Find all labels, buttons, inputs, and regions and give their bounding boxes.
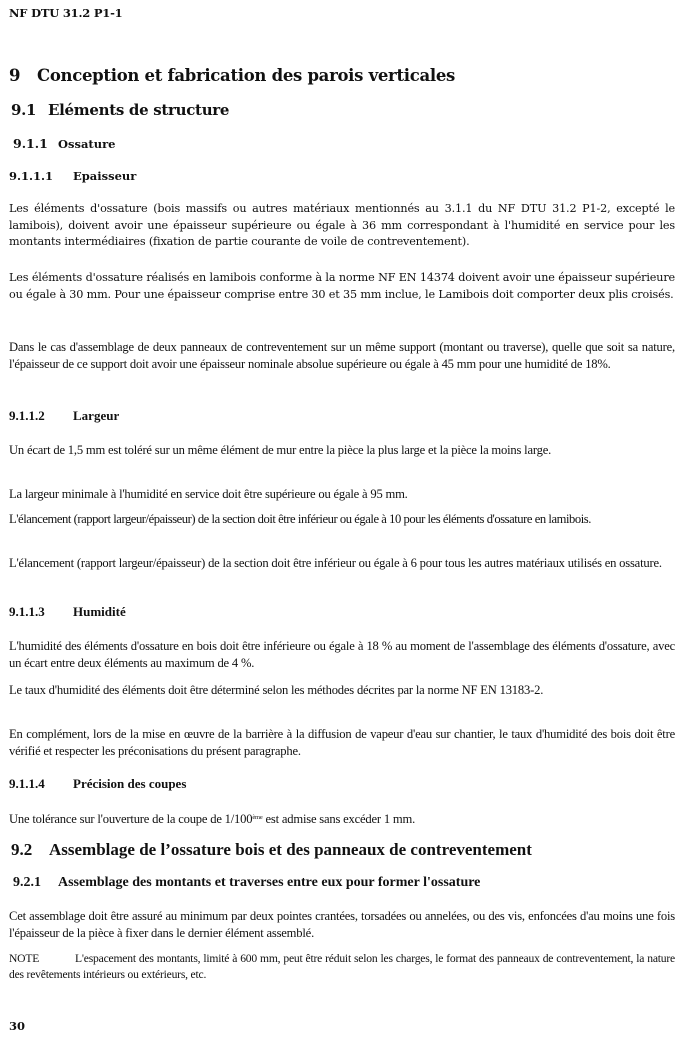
heading-title: Humidité <box>73 604 126 619</box>
heading-number: 9.1 <box>11 101 37 119</box>
heading-number: 9.1.1.3 <box>9 604 45 619</box>
heading-number: 9.2 <box>11 840 33 859</box>
text: Une tolérance sur l'ouverture de la coupe de 1/100 <box>9 812 253 826</box>
heading-number: 9.1.1 <box>13 136 48 151</box>
heading-title: Assemblage de l’ossature bois et des panneaux de contreventement <box>49 840 532 859</box>
heading-title: Assemblage des montants et traverses entre eux pour former l'ossature <box>58 875 481 890</box>
paragraph: Le taux d'humidité des éléments doit être déterminé selon les méthodes décrites par la norme NF EN 13183-2. <box>9 683 544 697</box>
paragraph-cut-tolerance <box>9 810 675 828</box>
heading-number: 9.2.1 <box>13 875 41 890</box>
paragraph: Dans le cas d'assemblage de deux panneaux de contreventement sur un même support (montant ou traverse), quelle que soit sa nature, l'épaisseur de ce support doit avoir une épaisseur nominale absolue supérieure ou égale à 45 mm pour une humidité de 18%. <box>9 340 675 371</box>
paragraph: La largeur minimale à l'humidité en service doit être supérieure ou égale à 95 mm. <box>9 487 408 501</box>
heading-number: 9.1.1.1 <box>9 169 54 183</box>
note-label: NOTE <box>9 952 40 965</box>
superscript: ème <box>252 814 263 821</box>
heading-title: Précision des coupes <box>73 776 187 791</box>
heading-section-9-1-1-4 <box>9 776 186 792</box>
heading-number: 9.1.1.4 <box>9 776 45 791</box>
paragraph: En complément, lors de la mise en œuvre de la barrière à la diffusion de vapeur d'eau sur chantier, le taux d'humidité des bois doit être vérifié et respecter les préconisations du présent paragraphe. <box>9 727 675 758</box>
paragraph: Cet assemblage doit être assuré au minimum par deux pointes crantées, torsadées ou annelées, ou des vis, enfoncées d'au moins une fois l'épaisseur de la pièce à fixer dans le dernier élément assemblé. <box>9 909 675 940</box>
heading-title: Epaisseur <box>73 169 137 183</box>
heading-section-9-2-1 <box>13 875 480 891</box>
document-reference: NF DTU 31.2 P1-1 <box>9 6 123 20</box>
note <box>9 951 675 983</box>
heading-section-9 <box>9 66 455 85</box>
heading-title: Conception et fabrication des parois verticales <box>37 66 456 85</box>
paragraph: L'élancement (rapport largeur/épaisseur) de la section doit être inférieur ou égale à 6 pour tous les autres matériaux utilisés en ossature. <box>9 556 662 570</box>
heading-title: Largeur <box>73 408 120 423</box>
paragraph: L'humidité des éléments d'ossature en bois doit être inférieure ou égale à 18 % au moment de l'assemblage des éléments d'ossature, avec un écart entre deux éléments au maximum de 4 %. <box>9 639 675 670</box>
heading-section-9-1 <box>11 101 229 119</box>
heading-section-9-1-1-1 <box>9 169 136 183</box>
heading-section-9-2 <box>11 840 532 860</box>
heading-number: 9 <box>9 66 21 85</box>
heading-section-9-1-1-3 <box>9 604 126 620</box>
heading-title: Eléments de structure <box>48 101 230 119</box>
paragraph: Les éléments d'ossature réalisés en lamibois conforme à la norme NF EN 14374 doivent avoir une épaisseur supérieure ou égale à 30 mm. Pour une épaisseur comprise entre 30 et 35 mm inclue, le Lamibois doit comporter deux plis croisés. <box>9 271 675 301</box>
paragraph: Les éléments d'ossature (bois massifs ou autres matériaux mentionnés au 3.1.1 du NF DTU 31.2 P1-2, excepté le lamibois), doivent avoir une épaisseur supérieure ou égale à 36 mm correspondant à l'humidité en service pour les montants intermédiaires (fixation de partie courante de voile de contreventement). <box>9 202 675 248</box>
page-number: 30 <box>9 1019 26 1033</box>
paragraph: L'élancement (rapport largeur/épaisseur) de la section doit être inférieur ou égale à 10 pour les éléments d'ossature en lamibois. <box>9 512 591 526</box>
heading-number: 9.1.1.2 <box>9 408 45 423</box>
note-text: L'espacement des montants, limité à 600 mm, peut être réduit selon les charges, le format des panneaux de contreventement, la nature des revêtements intérieurs ou extérieurs, etc. <box>9 952 675 981</box>
paragraph: Un écart de 1,5 mm est toléré sur un même élément de mur entre la pièce la plus large et la pièce la moins large. <box>9 443 552 457</box>
text: est admise sans excéder 1 mm. <box>262 812 416 826</box>
heading-section-9-1-1 <box>13 136 115 151</box>
heading-section-9-1-1-2 <box>9 408 119 424</box>
heading-title: Ossature <box>58 137 116 151</box>
